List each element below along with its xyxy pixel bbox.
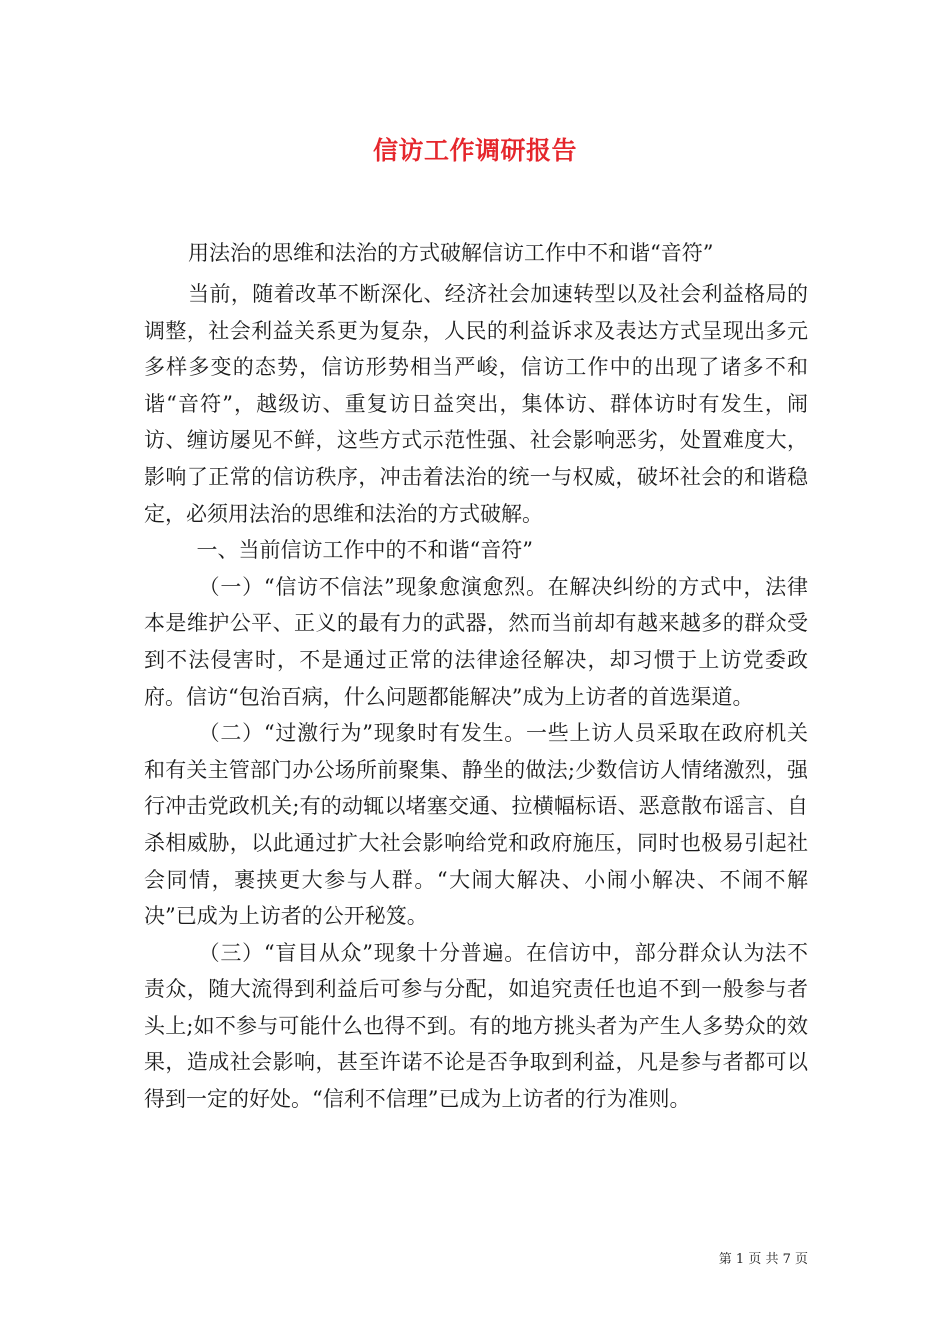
section-heading: 一、当前信访工作中的不和谐“音符” [196,538,533,563]
document-title: 信访工作调研报告 [372,136,577,165]
section-paragraph-2: （二）“过激行为”现象时有发生。一些上访人员采取在政府机关和有关主管部门办公场所前聚集、静坐的做法;少数信访人情绪激烈，强行冲击党政机关;有的动辄以堵塞交通、拉横幅标语、恶意散布谣言、自杀相威胁，以此通过扩大社会影响给党和政府施压，同时也极易引起社会同情，裹挟更大参与人群。“大闹大解决、小闹小解决、不闹不解决”已成为上访者的公开秘笈。 [144,721,808,929]
intro-paragraph: 当前，随着改革不断深化、经济社会加速转型以及社会利益格局的调整，社会利益关系更为复杂，人民的利益诉求及表达方式呈现出多元多样多变的态势，信访形势相当严峻，信访工作中的出现了诸多不和谐“音符”，越级访、重复访日益突出，集体访、群体访时有发生，闹访、缠访屡见不鲜，这些方式示范性强、社会影响恶劣，处置难度大，影响了正常的信访秩序，冲击着法治的统一与权威，破坏社会的和谐稳定，必须用法治的思维和法治的方式破解。 [144,282,808,526]
document-body [144,276,808,1118]
section-paragraph-3: （三）“盲目从众”现象十分普遍。在信访中，部分群众认为法不责众，随大流得到利益后可参与分配，如追究责任也追不到一般参与者头上;如不参与可能什么也得不到。有的地方挑头者为产生人多势众的效果，造成社会影响，甚至许诺不论是否争取到利益，凡是参与者都可以得到一定的好处。“信利不信理”已成为上访者的行为准则。 [144,940,808,1112]
page-number: 第 1 页 共 7 页 [718,1252,808,1267]
section-paragraph-1: （一）“信访不信法”现象愈演愈烈。在解决纠纷的方式中，法律本是维护公平、正义的最有力的武器，然而当前却有越来越多的群众受到不法侵害时，不是通过正常的法律途径解决，却习惯于上访党委政府。信访“包治百病，什么问题都能解决”成为上访者的首选渠道。 [144,574,808,709]
document-subtitle: 用法治的思维和法治的方式破解信访工作中不和谐“音符” [188,241,714,265]
